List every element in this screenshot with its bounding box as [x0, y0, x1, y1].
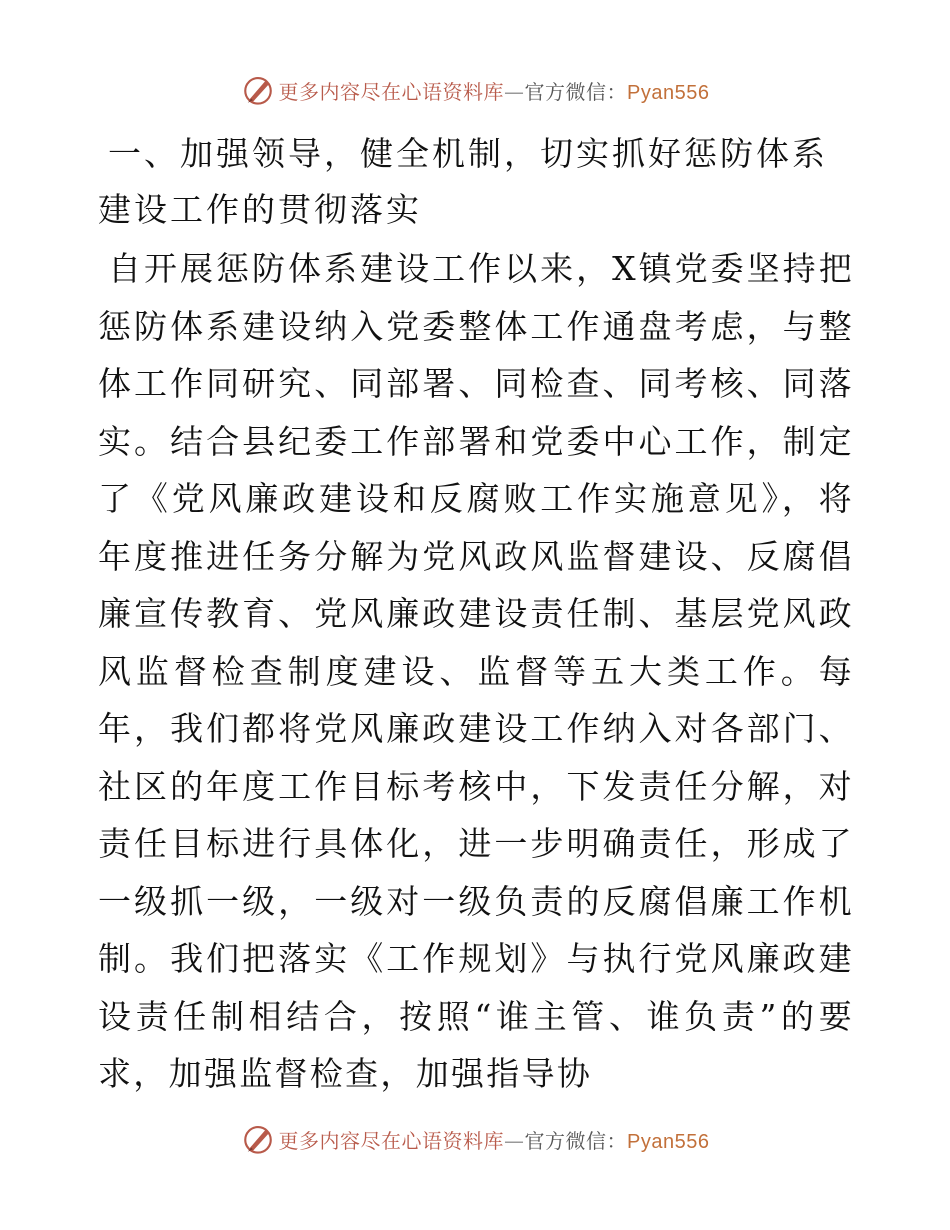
watermark-handle: Pyan556	[627, 1130, 710, 1153]
watermark-main-text: 更多内容尽在心语资料库	[278, 1128, 505, 1153]
quill-pen-logo-icon	[241, 73, 275, 107]
body-paragraph: 自开展惩防体系建设工作以来，X镇党委坚持把惩防体系建设纳入党委整体工作通盘考虑，与整体工作同研究、同部署、同检查、同考核、同落实。结合县纪委工作部署和党委中心工作，制定了《党风廉政建设和反腐败工作实施意见》，将年度推进任务分解为党风政风监督建设、反腐倡廉宣传教育、党风廉政建设责任制、基层党风政风监督检查制度建设、监督等五大类工作。每年，我们都将党风廉政建设工作纳入对各部门、社区的年度工作目标考核中，下发责任分解，对责任目标进行具体化，进一步明确责任，形成了一级抓一级，一级对一级负责的反腐倡廉工作机制。我们把落实《工作规划》与执行党风廉政建设责任制相结合，按照“谁主管、谁负责”的要求，加强监督检查，加强指导协	[98, 249, 854, 1093]
quill-pen-logo-icon	[241, 1122, 275, 1156]
section-heading: 一、加强领导，健全机制，切实抓好惩防体系建设工作的贯彻落实	[98, 134, 828, 229]
watermark-sub-text: 官方微信：	[524, 79, 628, 104]
watermark-sub-text: 官方微信：	[524, 1128, 628, 1153]
watermark-dash: —	[504, 1128, 525, 1153]
watermark-main-text: 更多内容尽在心语资料库	[278, 79, 505, 104]
header-watermark	[0, 68, 950, 112]
watermark-dash: —	[504, 79, 525, 104]
watermark-handle: Pyan556	[627, 81, 710, 104]
footer-watermark	[0, 1117, 950, 1161]
